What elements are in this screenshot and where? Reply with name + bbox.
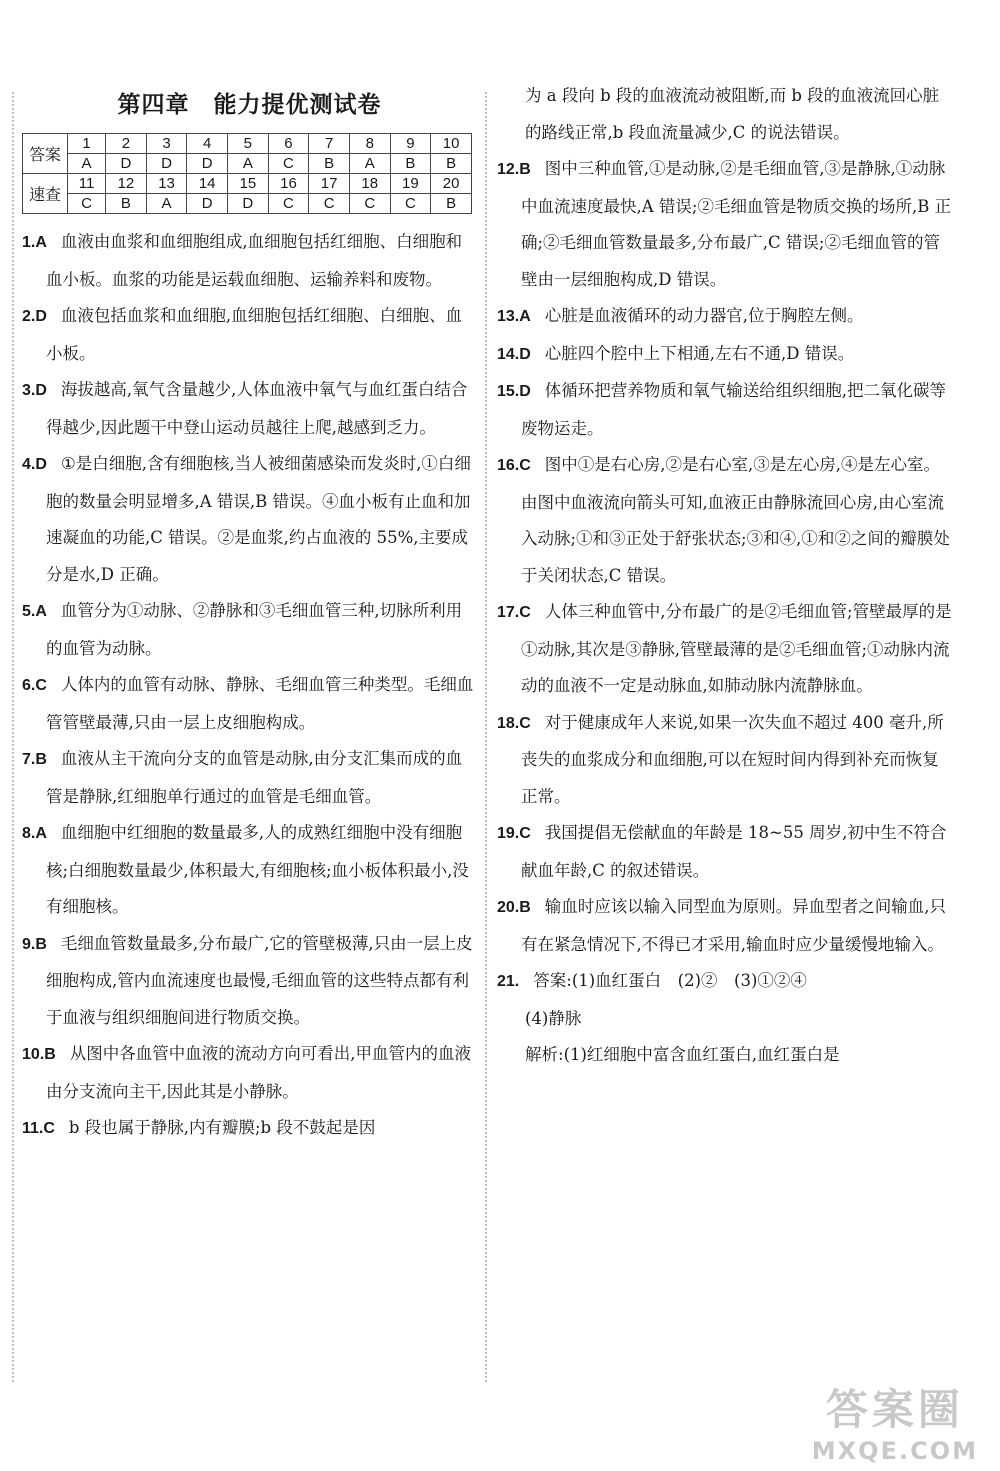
watermark-title: 答案圈 [825, 1385, 964, 1434]
answer-item [497, 815, 952, 889]
item-number: 18.C [497, 714, 531, 732]
answer-item [497, 594, 952, 705]
answer-item [22, 372, 477, 446]
table-cell: 15 [228, 174, 269, 194]
answer-item [22, 593, 477, 667]
item-text: 体循环把营养物质和氧气输送给组织细胞,把二氧化碳等废物运走。 [521, 381, 947, 438]
answer-item [497, 298, 952, 336]
answer-table-label: 速查 [23, 174, 68, 214]
item-number: 10.B [22, 1046, 56, 1063]
table-cell: 4 [187, 134, 228, 154]
answer-item [22, 1036, 477, 1110]
answer-line: (4)静脉 [525, 1008, 582, 1028]
answer-item [22, 667, 477, 741]
table-cell: C [390, 194, 431, 214]
table-cell: 1 [68, 134, 106, 154]
answer-item [497, 373, 952, 447]
answer-label: 答案: [533, 971, 572, 990]
item-number: 20.B [497, 899, 531, 916]
item-text: 血液包括血浆和血细胞,血细胞包括红细胞、白细胞、血小板。 [46, 306, 463, 363]
answer-item [22, 1110, 477, 1148]
left-column [22, 78, 477, 1148]
watermark-logo [812, 1377, 978, 1465]
table-cell: D [228, 194, 269, 214]
table-cell: C [309, 194, 350, 214]
answer-item [497, 705, 952, 816]
item-text: 输血时应该以输入同型血为原则。异血型者之间输血,只有在紧急情况下,不得已才采用,输血时应少量缓慢地输入。 [521, 897, 947, 954]
answer-item-21 [497, 963, 952, 1001]
analysis-text: (1)红细胞中富含血红蛋白,血红蛋白是 [563, 1045, 840, 1064]
item-number: 7.B [22, 751, 47, 768]
table-cell: 19 [390, 174, 431, 194]
answer-table [22, 133, 472, 214]
answer-item [497, 151, 952, 298]
table-cell: D [187, 154, 228, 174]
table-cell: A [349, 154, 390, 174]
item-number: 8.A [22, 825, 47, 842]
item-text: 图中①是右心房,②是右心室,③是左心房,④是左心室。由图中血液流向箭头可知,血液正由静脉流回心房,由心室流入动脉;①和③正处于舒张状态;③和④,①和②之间的瓣膜处于关闭状态,C 错误。 [521, 455, 950, 585]
table-cell: B [431, 194, 472, 214]
table-cell: C [268, 154, 309, 174]
table-cell: 18 [349, 174, 390, 194]
item-text: ①是白细胞,含有细胞核,当人被细菌感染而发炎时,①白细胞的数量会明显增多,A 错误,B 错误。④血小板有止血和加速凝血的功能,C 错误。②是血浆,约占血液的 55%,主要成分是水,D 正确。 [46, 454, 471, 584]
table-cell: 10 [431, 134, 472, 154]
table-cell: 9 [390, 134, 431, 154]
item-text: 人体三种血管中,分布最广的是②毛细血管;管壁最厚的是①动脉,其次是③静脉,管壁最薄的是②毛细血管;①动脉内流动的血液不一定是动脉血,如肺动脉内流静脉血。 [521, 602, 952, 695]
table-cell: 17 [309, 174, 350, 194]
item-number: 16.C [497, 457, 531, 474]
column-divider [485, 92, 487, 1382]
continued-text: 为 a 段向 b 段的血液流动被阻断,而 b 段的血液流回心脏的路线正常,b 段血流量减少,C 的说法错误。 [525, 86, 940, 142]
item-text: b 段也属于静脉,内有瓣膜;b 段不鼓起是因 [68, 1118, 376, 1137]
answer-table-label: 答案 [23, 134, 68, 174]
table-cell: 14 [187, 174, 228, 194]
test-name: 能力提优测试卷 [213, 92, 382, 118]
answer-item [22, 224, 477, 298]
analysis-label: 解析: [525, 1045, 564, 1064]
item-number: 1.A [22, 234, 47, 251]
answer-item [22, 815, 477, 926]
answer-item [497, 336, 952, 374]
item-text: 心脏是血液循环的动力器官,位于胸腔左侧。 [544, 306, 864, 325]
table-cell: 16 [268, 174, 309, 194]
table-cell: 6 [268, 134, 309, 154]
table-cell: 12 [106, 174, 147, 194]
item-number: 5.A [22, 603, 47, 620]
table-cell: 2 [106, 134, 147, 154]
item-number: 9.B [22, 935, 47, 953]
item-number: 4.D [22, 456, 47, 473]
table-cell: 7 [309, 134, 350, 154]
table-cell: 5 [228, 134, 269, 154]
table-cell: D [146, 154, 187, 174]
answer-item [22, 298, 477, 372]
answer-item [497, 447, 952, 594]
analysis-line [497, 1037, 952, 1074]
table-cell: C [268, 194, 309, 214]
item-number: 21. [497, 973, 520, 990]
table-cell: D [106, 154, 147, 174]
table-cell: A [228, 154, 269, 174]
right-column [497, 78, 952, 1074]
item-text: 心脏四个腔中上下相通,左右不通,D 错误。 [544, 343, 855, 363]
answer-item [22, 741, 477, 815]
answer-line: (1)血红蛋白 (2)② (3)①②④ [571, 971, 807, 990]
answer-item [22, 446, 477, 593]
item-number: 14.D [497, 345, 531, 363]
page-title [22, 86, 477, 119]
table-cell: 3 [146, 134, 187, 154]
item-text: 从图中各血管中血液的流动方向可看出,甲血管内的血液由分支流向主干,因此其是小静脉。 [46, 1044, 472, 1101]
item-number: 17.C [497, 604, 531, 621]
item-text: 图中三种血管,①是动脉,②是毛细血管,③是静脉,①动脉中血流速度最快,A 错误;②毛细血管是物质交换的场所,B 正确;②毛细血管数量最多,分布最广,C 错误;②毛细血管的管壁由一层细胞构成,D 错误。 [521, 159, 952, 289]
answer-item [497, 889, 952, 963]
item-text: 海拔越高,氧气含量越少,人体血液中氧气与血红蛋白结合得越少,因此题干中登山运动员越往上爬,越感到乏力。 [46, 380, 468, 437]
table-cell: B [390, 154, 431, 174]
item-number: 12.B [497, 161, 531, 178]
table-cell: A [146, 194, 187, 214]
item-text: 对于健康成年人来说,如果一次失血不超过 400 毫升,所丧失的血浆成分和血细胞,可以在短时间内得到补充而恢复正常。 [521, 712, 944, 806]
watermark-url: MXQE.COM [811, 1437, 978, 1465]
table-cell: C [349, 194, 390, 214]
table-cell: 11 [68, 174, 106, 194]
item-number: 11.C [22, 1120, 55, 1137]
item-number: 19.C [497, 825, 531, 842]
item-number: 3.D [22, 382, 47, 399]
table-cell: B [106, 194, 147, 214]
table-cell: 8 [349, 134, 390, 154]
item-text: 血细胞中红细胞的数量最多,人的成熟红细胞中没有细胞核;白细胞数量最少,体积最大,有细胞核;血小板体积最小,没有细胞核。 [46, 823, 469, 916]
item-number: 13.A [497, 308, 531, 325]
item-number: 15.D [497, 383, 531, 400]
item-text: 我国提倡无偿献血的年龄是 18~55 周岁,初中生不符合献血年龄,C 的叙述错误。 [521, 823, 947, 880]
item-number: 2.D [22, 308, 47, 325]
answer-item [22, 926, 477, 1037]
item-text: 血管分为①动脉、②静脉和③毛细血管三种,切脉所利用的血管为动脉。 [46, 601, 463, 658]
table-cell: D [187, 194, 228, 214]
chapter-label: 第四章 [117, 92, 190, 118]
table-cell: B [431, 154, 472, 174]
table-cell: 20 [431, 174, 472, 194]
table-cell: 13 [146, 174, 187, 194]
table-cell: B [309, 154, 350, 174]
item-text: 血液由血浆和血细胞组成,血细胞包括红细胞、白细胞和血小板。血浆的功能是运载血细胞、运输养料和废物。 [46, 232, 463, 289]
item-text: 毛细血管数量最多,分布最广,它的管壁极薄,只由一层上皮细胞构成,管内血流速度也最慢,毛细血管的这些特点都有利于血液与组织细胞间进行物质交换。 [46, 933, 473, 1027]
table-cell: A [68, 154, 106, 174]
column-divider [12, 92, 14, 1382]
table-cell: C [68, 194, 106, 214]
item-text: 人体内的血管有动脉、静脉、毛细血管三种类型。毛细血管管壁最薄,只由一层上皮细胞构成。 [46, 675, 474, 732]
item-number: 6.C [22, 677, 47, 694]
item-text: 血液从主干流向分支的血管是动脉,由分支汇集而成的血管是静脉,红细胞单行通过的血管是毛细血管。 [46, 749, 463, 806]
